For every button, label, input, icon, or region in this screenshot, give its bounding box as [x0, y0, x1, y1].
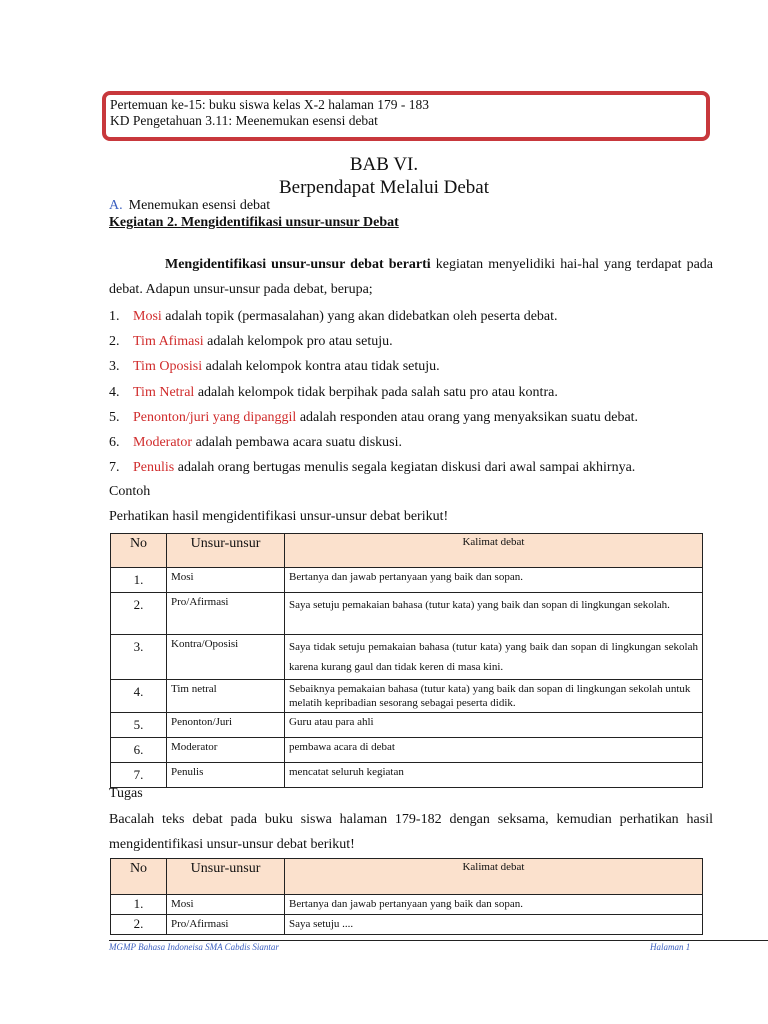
- item-desc: adalah kelompok kontra atau tidak setuju.: [202, 359, 440, 375]
- header-no: No: [111, 534, 167, 568]
- item-desc: adalah responden atau orang yang menyaksikan suatu debat.: [296, 409, 639, 425]
- item-number: 4.: [109, 384, 120, 400]
- cell-kalimat: Sebaiknya pemakaian bahasa (tutur kata) yang baik dan sopan di lingkungan sekolah untuk melatih kepribadian sesorang sebagai peserta didik.: [285, 680, 703, 713]
- intro-paragraph: [109, 252, 713, 302]
- section-title: Menemukan esensi debat: [128, 198, 271, 213]
- cell-no: 5.: [111, 713, 167, 738]
- cell-no: 4.: [111, 680, 167, 713]
- footer-divider: [109, 940, 768, 941]
- item-term: Penonton/juri yang dipanggil: [133, 409, 297, 425]
- cell-unsur: Mosi: [167, 568, 285, 593]
- table-row: [111, 895, 703, 915]
- table-row: [111, 763, 703, 788]
- contoh-label: Contoh: [109, 484, 151, 499]
- header-unsur: Unsur-unsur: [167, 859, 285, 895]
- table-row: [111, 738, 703, 763]
- contoh-instruction: Perhatikan hasil mengidentifikasi unsur-unsur debat berikut!: [109, 509, 449, 524]
- item-term: Tim Afimasi: [133, 334, 204, 350]
- cell-kalimat: Saya tidak setuju pemakaian bahasa (tutur kata) yang baik dan sopan di lingkungan sekolah karena kurang gaul dan tidak keren di masa kini.: [285, 635, 703, 680]
- kd-info-line: KD Pengetahuan 3.11: Meenemukan esensi debat: [110, 113, 378, 128]
- cell-unsur: Penulis: [167, 763, 285, 788]
- cell-kalimat: mencatat seluruh kegiatan: [285, 763, 703, 788]
- chapter-title: Berpendapat Melalui Debat: [279, 177, 489, 198]
- cell-no: 6.: [111, 738, 167, 763]
- cell-no: 2.: [111, 593, 167, 635]
- header-unsur: Unsur-unsur: [167, 534, 285, 568]
- list-item: [109, 455, 729, 480]
- section-heading: [109, 198, 270, 214]
- cell-unsur: Pro/Afirmasi: [167, 915, 285, 935]
- item-number: 2.: [109, 334, 120, 350]
- cell-no: 7.: [111, 763, 167, 788]
- table-row: [111, 713, 703, 738]
- item-number: 6.: [109, 434, 120, 450]
- cell-unsur: Pro/Afirmasi: [167, 593, 285, 635]
- footer-page-number: Halaman 1: [650, 942, 691, 952]
- cell-kalimat: Saya setuju ....: [285, 915, 703, 935]
- list-item: [109, 430, 729, 455]
- task-table: [110, 858, 703, 935]
- item-number: 5.: [109, 409, 120, 425]
- item-desc: adalah kelompok pro atau setuju.: [203, 334, 393, 350]
- table-header-row: [111, 859, 703, 895]
- cell-unsur: Penonton/Juri: [167, 713, 285, 738]
- meeting-info-line: Pertemuan ke-15: buku siswa kelas X-2 halaman 179 - 183: [110, 97, 430, 112]
- cell-unsur: Tim netral: [167, 680, 285, 713]
- item-desc: adalah pembawa acara suatu diskusi.: [192, 434, 403, 450]
- table-row: [111, 568, 703, 593]
- intro-lead: Mengidentifikasi unsur-unsur debat berarti: [165, 257, 431, 272]
- tugas-label: Tugas: [109, 786, 143, 801]
- list-item: [109, 304, 729, 329]
- cell-kalimat: Bertanya dan jawab pertanyaan yang baik dan sopan.: [285, 895, 703, 915]
- table-row: [111, 915, 703, 935]
- item-term: Tim Netral: [133, 384, 195, 400]
- header-kalimat: Kalimat debat: [285, 859, 703, 895]
- item-desc: adalah kelompok tidak berpihak pada salah satu pro atau kontra.: [194, 384, 558, 400]
- table-header-row: [111, 534, 703, 568]
- meeting-info-box: [102, 91, 710, 141]
- table-row: [111, 635, 703, 680]
- list-item: [109, 405, 729, 430]
- cell-unsur: Kontra/Oposisi: [167, 635, 285, 680]
- footer-left-text: MGMP Bahasa Indoneisa SMA Cabdis Siantar: [109, 942, 279, 952]
- list-item: [109, 380, 729, 405]
- cell-no: 2.: [111, 915, 167, 935]
- section-letter: A.: [109, 198, 123, 213]
- chapter-number: BAB VI.: [349, 154, 419, 175]
- item-term: Tim Oposisi: [133, 359, 203, 375]
- item-number: 3.: [109, 359, 120, 375]
- list-item: [109, 354, 729, 379]
- elements-list: [109, 304, 729, 480]
- tugas-text: Bacalah teks debat pada buku siswa halaman 179-182 dengan seksama, kemudian perhatikan hasil mengidentifikasi unsur-unsur debat berikut!: [109, 812, 713, 852]
- item-term: Moderator: [133, 434, 193, 450]
- item-desc: adalah orang bertugas menulis segala kegiatan diskusi dari awal sampai akhirnya.: [174, 460, 636, 476]
- cell-kalimat: pembawa acara di debat: [285, 738, 703, 763]
- item-desc: adalah topik (permasalahan) yang akan didebatkan oleh peserta debat.: [161, 309, 558, 324]
- cell-no: 3.: [111, 635, 167, 680]
- item-number: 7.: [109, 460, 120, 476]
- table-row: [111, 680, 703, 713]
- intro-text: kegiatan menyelidiki hai-hal yang terdapat pada debat. Adapun unsur-unsur pada debat, berupa;: [109, 257, 713, 297]
- cell-unsur: Mosi: [167, 895, 285, 915]
- header-no: No: [111, 859, 167, 895]
- item-number: 1.: [109, 309, 120, 324]
- example-table: [110, 533, 703, 788]
- cell-kalimat: Saya setuju pemakaian bahasa (tutur kata) yang baik dan sopan di lingkungan sekolah.: [285, 593, 703, 635]
- list-item: [109, 329, 729, 354]
- header-kalimat: Kalimat debat: [285, 534, 703, 568]
- item-term: Mosi: [133, 309, 162, 324]
- cell-no: 1.: [111, 895, 167, 915]
- cell-kalimat: Guru atau para ahli: [285, 713, 703, 738]
- table-row: [111, 593, 703, 635]
- item-term: Penulis: [133, 460, 175, 476]
- cell-unsur: Moderator: [167, 738, 285, 763]
- cell-no: 1.: [111, 568, 167, 593]
- cell-kalimat: Bertanya dan jawab pertanyaan yang baik dan sopan.: [285, 568, 703, 593]
- activity-title: Kegiatan 2. Mengidentifikasi unsur-unsur Debat: [109, 215, 399, 230]
